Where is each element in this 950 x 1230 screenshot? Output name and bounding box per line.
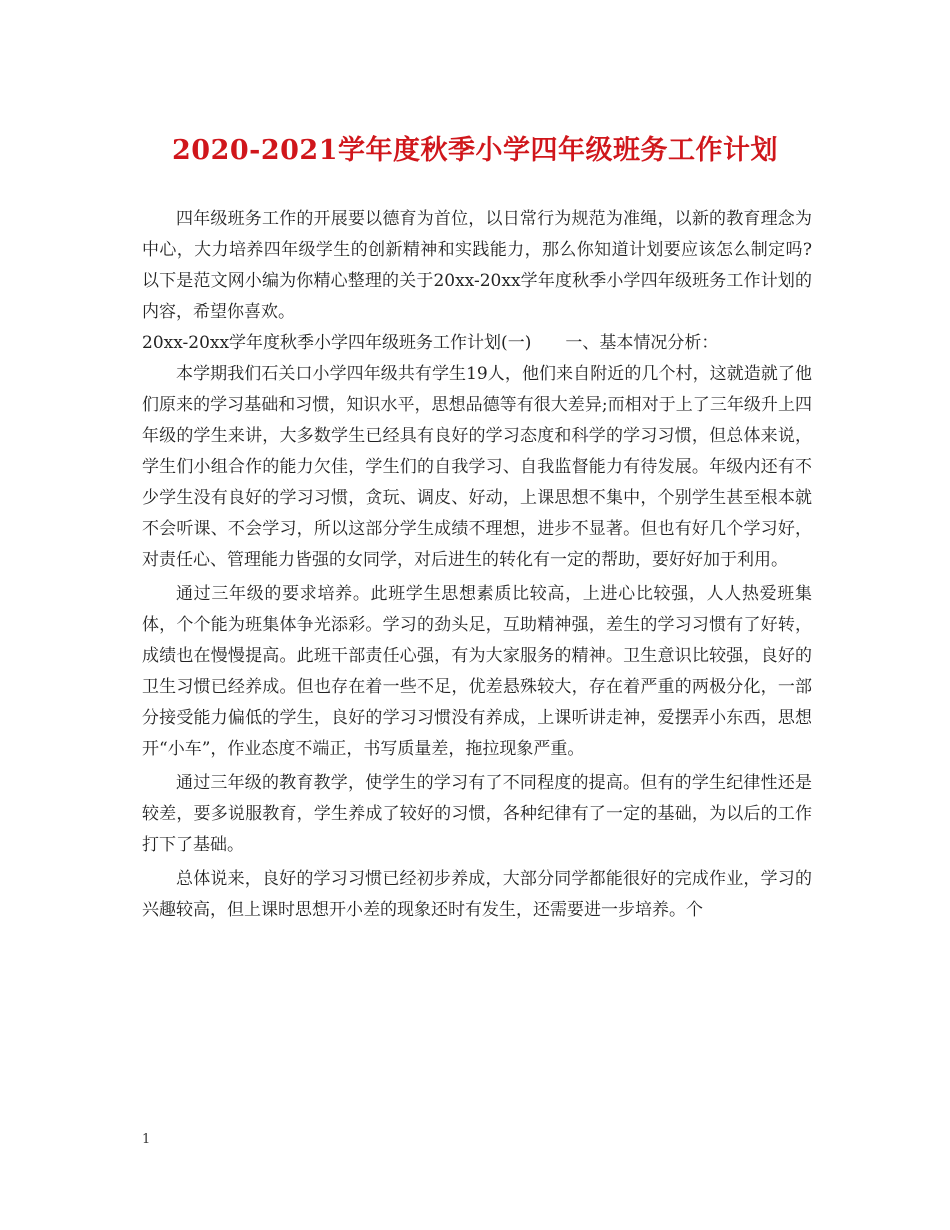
page-number: 1 bbox=[142, 1132, 151, 1147]
paragraph-basic-situation: 本学期我们石关口小学四年级共有学生19人，他们来自附近的几个村，这就造就了他们原来的学习基础和习惯，知识水平，思想品德等有很大差异;而相对于上了三年级升上四年级的学生来讲，大多数学生已经具有良好的学习态度和科学的学习习惯，但总体来说，学生们小组合作的能力欠佳，学生们的自我学习、自我监督能力有待发展。年级内还有不少学生没有良好的学习习惯，贪玩、调皮、好动，上课思想不集中，个别学生甚至根本就不会听课、不会学习，所以这部分学生成绩不理想，进步不显著。但也有好几个学习好，对责任心、管理能力皆强的女同学，对后进生的转化有一定的帮助，要好好加于利用。 bbox=[142, 364, 812, 570]
paragraph-section-heading: 20xx-20xx学年度秋季小学四年级班务工作计划(一) 一、基本情况分析： bbox=[142, 333, 719, 353]
paragraph-overall-summary: 总体说来，良好的学习习惯已经初步养成，大部分同学都能很好的完成作业，学习的兴趣较高，但上课时思想开小差的现象还时有发生，还需要进一步培养。个 bbox=[142, 869, 812, 920]
paragraph-third-grade-training: 通过三年级的要求培养。此班学生思想素质比较高，上进心比较强，人人热爱班集体，个个能为班集体争光添彩。学习的劲头足，互助精神强，差生的学习习惯有了好转，成绩也在慢慢提高。此班干部责任心强，有为大家服务的精神。卫生意识比较强，良好的卫生习惯已经养成。但也存在着一些不足，优差悬殊较大，存在着严重的两极分化，一部分接受能力偏低的学生，良好的学习习惯没有养成，上课听讲走神，爱摆弄小东西，思想开“小车”，作业态度不端正，书写质量差，拖拉现象严重。 bbox=[142, 584, 812, 759]
paragraph-education-progress: 通过三年级的教育教学，使学生的学习有了不同程度的提高。但有的学生纪律性还是较差，要多说服教育，学生养成了较好的习惯，各种纪律有了一定的基础，为以后的工作打下了基础。 bbox=[142, 773, 812, 855]
paragraph-intro: 四年级班务工作的开展要以德育为首位，以日常行为规范为准绳，以新的教育理念为中心，大力培养四年级学生的创新精神和实践能力，那么你知道计划要应该怎么制定吗?以下是范文网小编为你精心整理的关于20xx-20xx学年度秋季小学四年级班务工作计划的内容，希望你喜欢。 bbox=[142, 209, 812, 322]
document-title: 2020-2021学年度秋季小学四年级班务工作计划 bbox=[172, 135, 778, 166]
document-body bbox=[142, 204, 812, 926]
